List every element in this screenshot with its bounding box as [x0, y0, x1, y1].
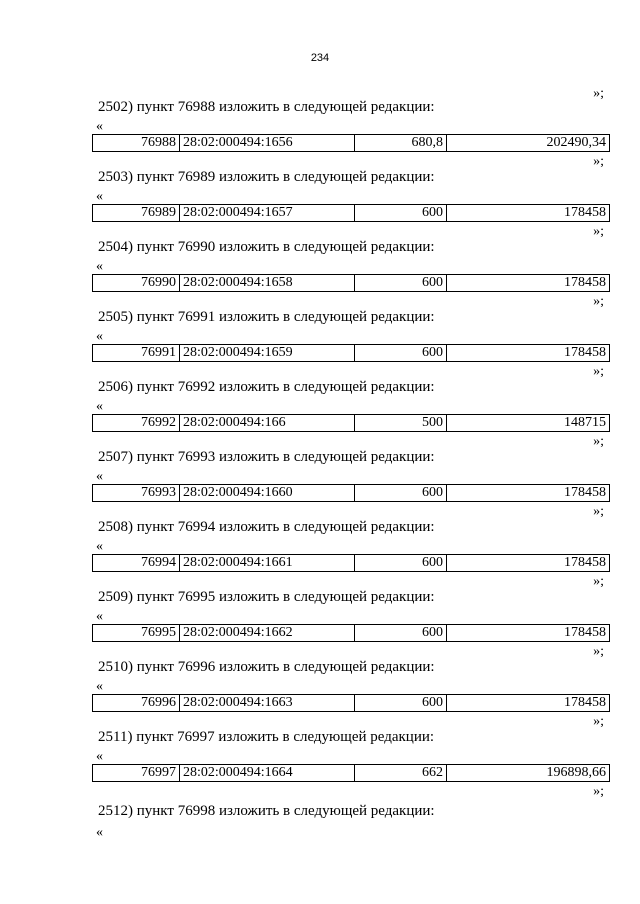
- entry-table: [92, 204, 610, 222]
- area-cell: 600: [355, 625, 447, 642]
- area-cell: 600: [355, 205, 447, 222]
- entry-table: [92, 274, 610, 292]
- opening-mark: «: [96, 329, 103, 344]
- cadastral-number-cell: 28:02:000494:166: [180, 415, 355, 432]
- item-number-cell: 76988: [93, 135, 180, 152]
- entry-table: [92, 694, 610, 712]
- opening-mark: «: [96, 119, 103, 134]
- section-heading: 2509) пункт 76995 изложить в следующей редакции:: [98, 589, 435, 605]
- value-cell: 178458: [447, 205, 610, 222]
- cadastral-number-cell: 28:02:000494:1660: [180, 485, 355, 502]
- item-number-cell: 76991: [93, 345, 180, 362]
- entry-table: [92, 134, 610, 152]
- item-number-cell: 76990: [93, 275, 180, 292]
- table-row: [93, 135, 610, 152]
- final-opening-mark: «: [96, 825, 103, 840]
- opening-mark: «: [96, 539, 103, 554]
- table-row: [93, 205, 610, 222]
- first-closing-mark: »;: [593, 86, 604, 101]
- cadastral-number-cell: 28:02:000494:1659: [180, 345, 355, 362]
- entry-table: [92, 344, 610, 362]
- section-heading: 2505) пункт 76991 изложить в следующей редакции:: [98, 309, 435, 325]
- page-number: 234: [310, 52, 330, 64]
- opening-mark: «: [96, 259, 103, 274]
- value-cell: 178458: [447, 555, 610, 572]
- opening-mark: «: [96, 399, 103, 414]
- area-cell: 680,8: [355, 135, 447, 152]
- item-number-cell: 76994: [93, 555, 180, 572]
- item-number-cell: 76992: [93, 415, 180, 432]
- table-row: [93, 555, 610, 572]
- closing-mark: »;: [593, 784, 604, 799]
- opening-mark: «: [96, 609, 103, 624]
- entry-table: [92, 624, 610, 642]
- area-cell: 600: [355, 695, 447, 712]
- entry-table: [92, 554, 610, 572]
- closing-mark: »;: [593, 574, 604, 589]
- closing-mark: »;: [593, 644, 604, 659]
- area-cell: 600: [355, 485, 447, 502]
- section-heading: 2506) пункт 76992 изложить в следующей редакции:: [98, 379, 435, 395]
- section-heading: 2510) пункт 76996 изложить в следующей редакции:: [98, 659, 435, 675]
- value-cell: 148715: [447, 415, 610, 432]
- closing-mark: »;: [593, 294, 604, 309]
- table-row: [93, 765, 610, 782]
- table-row: [93, 345, 610, 362]
- closing-mark: »;: [593, 224, 604, 239]
- value-cell: 178458: [447, 485, 610, 502]
- cadastral-number-cell: 28:02:000494:1662: [180, 625, 355, 642]
- area-cell: 600: [355, 345, 447, 362]
- value-cell: 202490,34: [447, 135, 610, 152]
- value-cell: 196898,66: [447, 765, 610, 782]
- item-number-cell: 76989: [93, 205, 180, 222]
- item-number-cell: 76996: [93, 695, 180, 712]
- entry-table: [92, 764, 610, 782]
- area-cell: 600: [355, 275, 447, 292]
- cadastral-number-cell: 28:02:000494:1656: [180, 135, 355, 152]
- opening-mark: «: [96, 749, 103, 764]
- entry-table: [92, 484, 610, 502]
- area-cell: 662: [355, 765, 447, 782]
- section-heading: 2502) пункт 76988 изложить в следующей редакции:: [98, 99, 435, 115]
- section-heading: 2511) пункт 76997 изложить в следующей редакции:: [98, 729, 435, 745]
- section-heading: 2503) пункт 76989 изложить в следующей редакции:: [98, 169, 435, 185]
- final-heading: 2512) пункт 76998 изложить в следующей редакции:: [98, 803, 435, 819]
- entry-table: [92, 414, 610, 432]
- item-number-cell: 76997: [93, 765, 180, 782]
- item-number-cell: 76993: [93, 485, 180, 502]
- closing-mark: »;: [593, 504, 604, 519]
- cadastral-number-cell: 28:02:000494:1664: [180, 765, 355, 782]
- section-heading: 2504) пункт 76990 изложить в следующей редакции:: [98, 239, 435, 255]
- area-cell: 500: [355, 415, 447, 432]
- section-heading: 2507) пункт 76993 изложить в следующей редакции:: [98, 449, 435, 465]
- closing-mark: »;: [593, 364, 604, 379]
- table-row: [93, 275, 610, 292]
- value-cell: 178458: [447, 625, 610, 642]
- table-row: [93, 485, 610, 502]
- value-cell: 178458: [447, 695, 610, 712]
- section-heading: 2508) пункт 76994 изложить в следующей редакции:: [98, 519, 435, 535]
- closing-mark: »;: [593, 154, 604, 169]
- area-cell: 600: [355, 555, 447, 572]
- opening-mark: «: [96, 469, 103, 484]
- opening-mark: «: [96, 679, 103, 694]
- item-number-cell: 76995: [93, 625, 180, 642]
- closing-mark: »;: [593, 714, 604, 729]
- opening-mark: «: [96, 189, 103, 204]
- cadastral-number-cell: 28:02:000494:1657: [180, 205, 355, 222]
- cadastral-number-cell: 28:02:000494:1661: [180, 555, 355, 572]
- closing-mark: »;: [593, 434, 604, 449]
- value-cell: 178458: [447, 345, 610, 362]
- table-row: [93, 415, 610, 432]
- table-row: [93, 695, 610, 712]
- table-row: [93, 625, 610, 642]
- value-cell: 178458: [447, 275, 610, 292]
- cadastral-number-cell: 28:02:000494:1663: [180, 695, 355, 712]
- cadastral-number-cell: 28:02:000494:1658: [180, 275, 355, 292]
